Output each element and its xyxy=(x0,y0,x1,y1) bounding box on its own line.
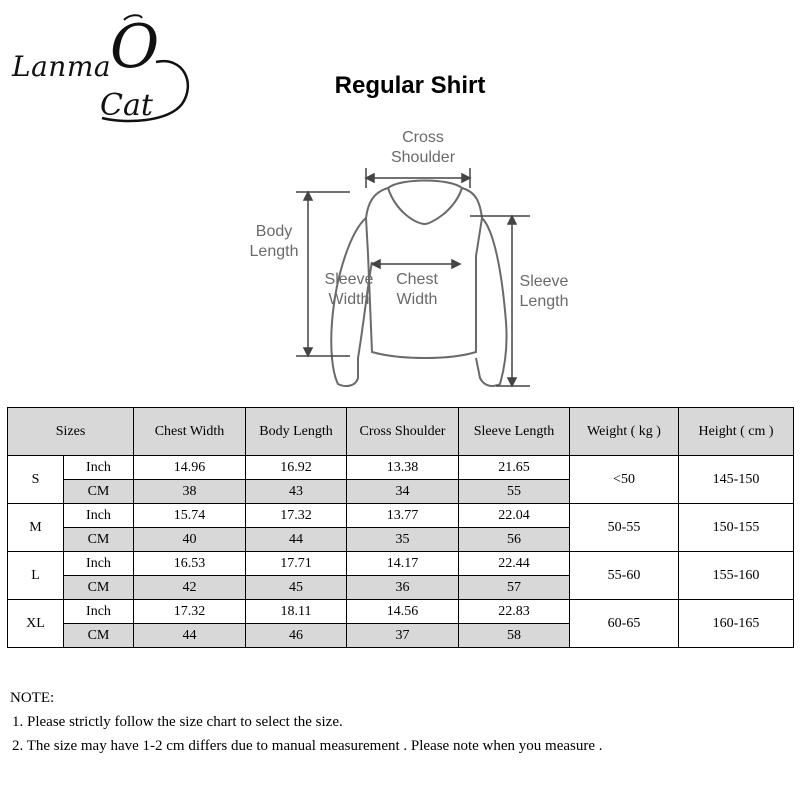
label-sleeve-length xyxy=(512,272,576,312)
header-sizes: Sizes xyxy=(8,408,134,456)
label-sleeve-width xyxy=(316,270,382,310)
notes-heading: NOTE: xyxy=(10,690,55,706)
table-cell: 17.71 xyxy=(246,552,347,576)
table-cell: 17.32 xyxy=(246,504,347,528)
weight-cell: 55-60 xyxy=(570,552,679,600)
header-cross-shoulder: Cross Shoulder xyxy=(347,408,459,456)
header-sleeve-length: Sleeve Length xyxy=(459,408,570,456)
table-row xyxy=(8,456,794,480)
table-cell: 42 xyxy=(134,576,246,600)
shirt-measurement-diagram xyxy=(240,122,600,392)
table-cell: 14.17 xyxy=(347,552,459,576)
table-cell: 13.38 xyxy=(347,456,459,480)
height-cell: 155-160 xyxy=(679,552,794,600)
brand-logo xyxy=(6,6,196,126)
header-body-length: Body Length xyxy=(246,408,347,456)
weight-cell: 60-65 xyxy=(570,600,679,648)
logo-text-cat: Cat xyxy=(100,88,153,123)
table-cell: 36 xyxy=(347,576,459,600)
table-cell: 15.74 xyxy=(134,504,246,528)
table-cell: 44 xyxy=(246,528,347,552)
diagram-title: Regular Shirt xyxy=(334,72,486,99)
table-cell: 35 xyxy=(347,528,459,552)
table-cell: 40 xyxy=(134,528,246,552)
table-cell: 16.92 xyxy=(246,456,347,480)
label-body-length-line1: Body xyxy=(255,223,293,240)
table-cell: 56 xyxy=(459,528,570,552)
header-height: Height ( cm ) xyxy=(679,408,794,456)
table-cell: 37 xyxy=(347,624,459,648)
table-cell: 16.53 xyxy=(134,552,246,576)
label-cross-shoulder-line2: Shoulder xyxy=(390,149,456,166)
table-cell: 46 xyxy=(246,624,347,648)
table-cell: 22.83 xyxy=(459,600,570,624)
size-cell: M xyxy=(8,504,64,552)
label-chest-width-line1: Chest xyxy=(396,271,438,288)
table-cell: 17.32 xyxy=(134,600,246,624)
label-sleeve-width-line2: Width xyxy=(328,291,370,308)
logo-letter-o: O xyxy=(110,12,160,82)
table-cell: 55 xyxy=(459,480,570,504)
header-chest-width: Chest Width xyxy=(134,408,246,456)
size-cell: L xyxy=(8,552,64,600)
table-row xyxy=(8,504,794,528)
table-cell: 44 xyxy=(134,624,246,648)
unit-cell: Inch xyxy=(64,504,134,528)
table-cell: 21.65 xyxy=(459,456,570,480)
label-cross-shoulder xyxy=(376,128,470,168)
table-cell: 18.11 xyxy=(246,600,347,624)
table-cell: 14.96 xyxy=(134,456,246,480)
label-chest-width-line2: Width xyxy=(396,291,438,308)
unit-cell: CM xyxy=(64,576,134,600)
unit-cell: Inch xyxy=(64,456,134,480)
label-sleeve-width-line1: Sleeve xyxy=(324,271,374,288)
table-row xyxy=(8,600,794,624)
table-cell: 43 xyxy=(246,480,347,504)
height-cell: 160-165 xyxy=(679,600,794,648)
table-cell: 14.56 xyxy=(347,600,459,624)
weight-cell: 50-55 xyxy=(570,504,679,552)
table-cell: 58 xyxy=(459,624,570,648)
label-body-length xyxy=(242,222,306,262)
header-weight: Weight ( kg ) xyxy=(570,408,679,456)
height-cell: 150-155 xyxy=(679,504,794,552)
unit-cell: Inch xyxy=(64,552,134,576)
table-header-row xyxy=(8,408,794,456)
label-chest-width xyxy=(386,270,448,310)
table-cell: 13.77 xyxy=(347,504,459,528)
table-cell: 45 xyxy=(246,576,347,600)
unit-cell: CM xyxy=(64,528,134,552)
table-cell: 57 xyxy=(459,576,570,600)
note-item: 1. Please strictly follow the size chart to select the size. xyxy=(12,714,343,730)
unit-cell: Inch xyxy=(64,600,134,624)
label-cross-shoulder-line1: Cross xyxy=(402,129,444,146)
table-cell: 22.44 xyxy=(459,552,570,576)
weight-cell: <50 xyxy=(570,456,679,504)
size-cell: S xyxy=(8,456,64,504)
logo-text-lanma: Lanma xyxy=(12,50,112,83)
height-cell: 145-150 xyxy=(679,456,794,504)
label-sleeve-length-line1: Sleeve xyxy=(519,273,569,290)
notes-section xyxy=(10,686,603,758)
unit-cell: CM xyxy=(64,624,134,648)
table-row xyxy=(8,552,794,576)
note-item: 2. The size may have 1-2 cm differs due to manual measurement . Please note when you measure . xyxy=(12,738,603,754)
label-body-length-line2: Length xyxy=(249,243,299,260)
label-sleeve-length-line2: Length xyxy=(519,293,569,310)
table-cell: 22.04 xyxy=(459,504,570,528)
unit-cell: CM xyxy=(64,480,134,504)
table-cell: 34 xyxy=(347,480,459,504)
size-chart-table xyxy=(7,407,794,648)
table-cell: 38 xyxy=(134,480,246,504)
size-cell: XL xyxy=(8,600,64,648)
